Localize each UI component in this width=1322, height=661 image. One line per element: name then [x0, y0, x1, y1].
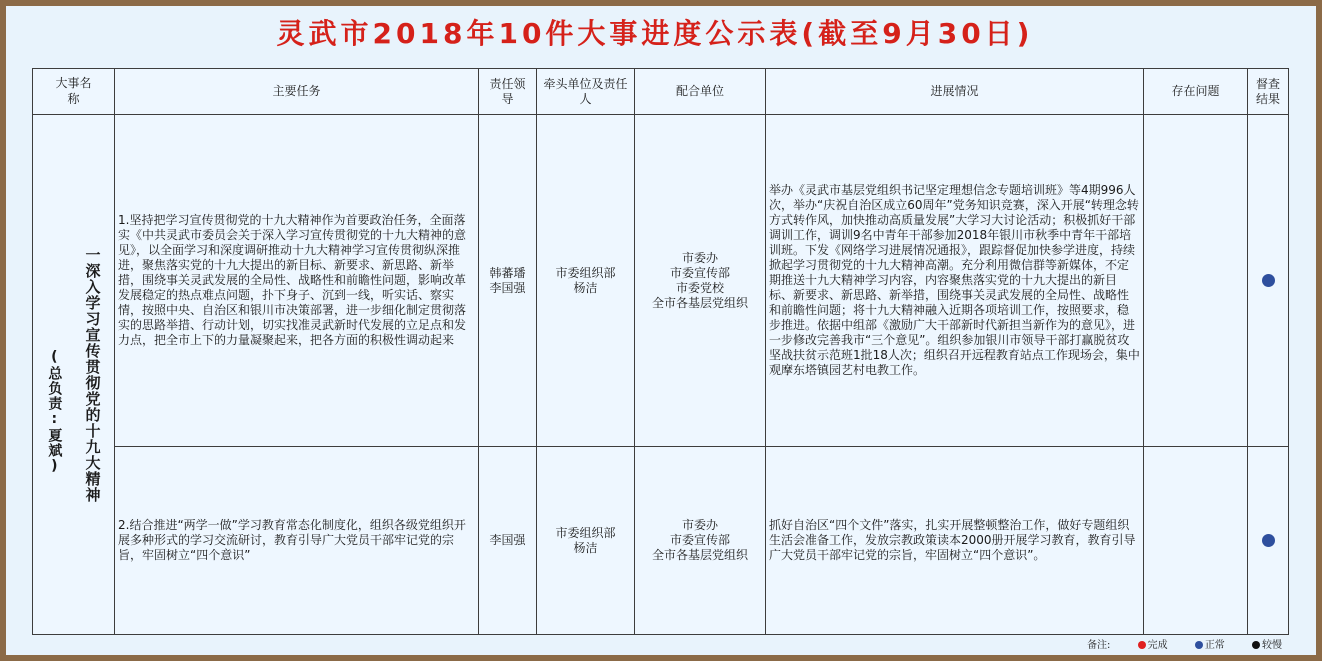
header-progress: 进展情况 — [766, 69, 1144, 115]
issues-cell — [1144, 447, 1248, 635]
event-name-cell — [33, 115, 115, 635]
event-owner: (总负责:夏斌) — [46, 348, 63, 475]
status-dot-icon — [1262, 534, 1275, 547]
task-cell: 1.坚持把学习宣传贯彻党的十九大精神作为首要政治任务，全面落实《中共灵武市委员会关于深入学习宣传贯彻党的十九大精神的意见》，以全面学习和深度调研推动十九大精神学习宣传贯彻纵深推进，聚焦落实党的十九大提出的新目标、新要求、新思路、新举措，围绕事关灵武发展的全局性、战略性和前瞻性问题，影响改革发展稳定的热点难点问题，扑下身子、沉到一线，听实话、察实情，按照中央、自治区和银川市决策部署，进一步细化制定贯彻落实的思路举措、行动计划，切实找准灵武新时代发展的立足点和发力点，把全市上下的力量凝聚起来，把各方面的积极性调动起来 — [115, 115, 479, 447]
blue-dot-icon — [1195, 641, 1203, 649]
leader-cell: 韩蕃璠 李国强 — [479, 115, 537, 447]
task-cell: 2.结合推进“两学一做”学习教育常态化制度化，组织各级党组织开展多种形式的学习交流研讨，教育引导广大党员干部牢记党的宗旨，牢固树立“四个意识” — [115, 447, 479, 635]
legend — [1087, 636, 1282, 651]
header-result: 督查结果 — [1248, 69, 1289, 115]
progress-table — [32, 68, 1289, 635]
header-issues: 存在问题 — [1144, 69, 1248, 115]
result-cell — [1248, 115, 1289, 447]
legend-label: 备注: — [1087, 640, 1111, 651]
lead-unit-cell: 市委组织部 杨洁 — [537, 115, 635, 447]
status-dot-icon — [1262, 274, 1275, 287]
coop-cell: 市委办 市委宣传部 市委党校 全市各基层党组织 — [635, 115, 766, 447]
legend-item-normal: 正常 — [1195, 640, 1225, 651]
header-lead-unit: 牵头单位及责任人 — [537, 69, 635, 115]
progress-cell: 抓好自治区“四个文件”落实，扎实开展整顿整治工作，做好专题组织生活会准备工作，发放宗教政策读本2000册开展学习教育，教育引导广大党员干部牢记党的宗旨，牢固树立“四个意识”。 — [766, 447, 1144, 635]
result-cell — [1248, 447, 1289, 635]
header-tasks: 主要任务 — [115, 69, 479, 115]
event-name: 一深入学习宣传贯彻党的十九大精神 — [83, 246, 102, 503]
red-dot-icon — [1138, 641, 1146, 649]
issues-cell — [1144, 115, 1248, 447]
header-row — [33, 69, 1289, 115]
header-leader: 责任领导 — [479, 69, 537, 115]
coop-cell: 市委办 市委宣传部 全市各基层党组织 — [635, 447, 766, 635]
legend-item-slow: 较慢 — [1252, 640, 1282, 651]
black-dot-icon — [1252, 641, 1260, 649]
lead-unit-cell: 市委组织部 杨洁 — [537, 447, 635, 635]
table-row — [33, 115, 1289, 447]
legend-item-done: 完成 — [1138, 640, 1168, 651]
header-name: 大事名称 — [33, 69, 115, 115]
page-title: 灵武市2018年10件大事进度公示表(截至9月30日) — [276, 17, 1034, 50]
progress-cell: 举办《灵武市基层党组织书记坚定理想信念专题培训班》等4期996人次，举办“庆祝自治区成立60周年”党务知识竞赛，深入开展“转理念转方式转作风，加快推动高质量发展”大学习大讨论活动；积极抓好干部调训工作，调训9名中青年干部参加2018年银川市秋季中青年干部培训班。下发《网络学习进展情况通报》，跟踪督促加快参学进度，持续掀起学习贯彻党的十九大精神高潮。充分利用微信群等新媒体，不定期推送十九大精神学习内容，内容聚焦落实党的十九大提出的新目标、新要求、新思路、新举措，围绕事关灵武发展的全局性、战略性和前瞻性问题；将十九大精神融入近期各项培训工作，按照要求，稳步推进。依据中组部《激励广大干部新时代新担当新作为的意见》，进一步修改完善我市“三个意见”。组织参加银川市领导干部打赢脱贫攻坚战扶贫示范班1批18人次；组织召开远程教育站点工作现场会，集中观摩东塔镇园艺村电教工作。 — [766, 115, 1144, 447]
table-row — [33, 447, 1289, 635]
header-coop: 配合单位 — [635, 69, 766, 115]
leader-cell: 李国强 — [479, 447, 537, 635]
